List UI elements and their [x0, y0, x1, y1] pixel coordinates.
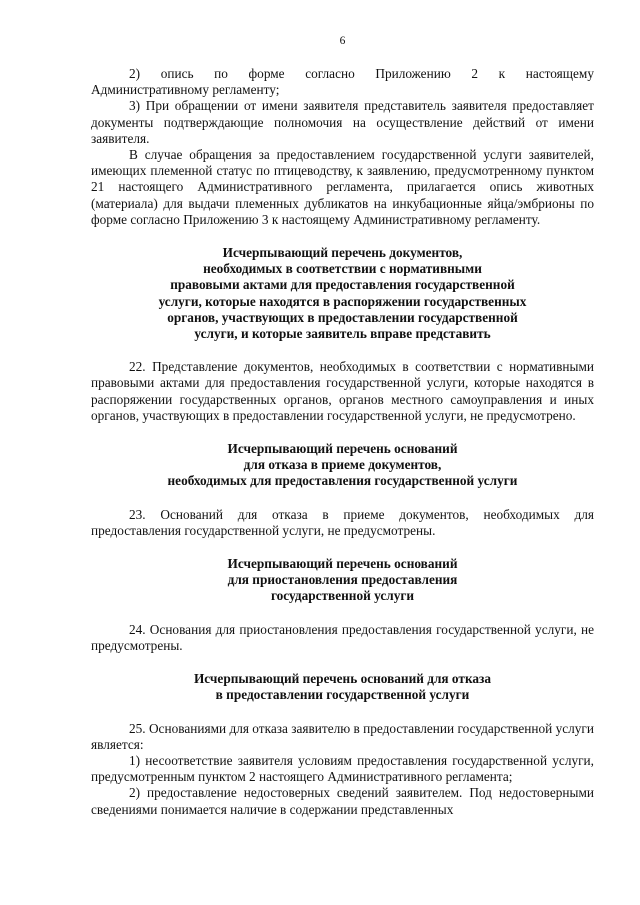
heading-line: правовыми актами для предоставления государственной	[170, 277, 515, 293]
heading-line: услуги, которые находятся в распоряжении государственных	[158, 293, 527, 309]
document-page	[91, 0, 594, 905]
heading-documents-by-right	[91, 245, 594, 342]
paragraph-23: 23. Оснований для отказа в приеме документов, необходимых для предоставления государственной услуги, не предусмотрены.	[91, 506, 594, 538]
heading-line: услуги, и которые заявитель вправе представить	[194, 326, 491, 342]
paragraph-25-item-1: 1) несоответствие заявителя условиям предоставления государственной услуги, предусмотренным пунктом 2 настоящего Административного регламента;	[91, 752, 594, 785]
heading-line: для приостановления предоставления	[227, 572, 458, 588]
heading-line: Исчерпывающий перечень оснований для отказа	[193, 671, 492, 687]
heading-line: необходимых в соответствии с нормативными	[203, 261, 482, 277]
paragraph-25: 25. Основаниями для отказа заявителю в предоставлении государственной услуги является:	[91, 720, 594, 752]
heading-line: Исчерпывающий перечень документов,	[222, 245, 463, 261]
heading-line: для отказа в приеме документов,	[243, 457, 442, 473]
paragraph-24: 24. Основания для приостановления предоставления государственной услуги, не предусмотрены.	[91, 621, 594, 653]
paragraph-22: 22. Представление документов, необходимых в соответствии с нормативными правовыми актами для предоставления государственной услуги, которые находятся в распоряжении государственных органов, органов местного самоуправления и иных органов, участвующих в предоставлении государственной услуги, не предусмотрено.	[91, 359, 594, 423]
heading-line: в предоставлении государственной услуги	[215, 687, 470, 703]
paragraph-poultry-applicants: В случае обращения за предоставлением государственной услуги заявителей, имеющих племенной статус по птицеводству, к заявлению, предусмотренному пунктом 21 настоящего Административного регламента, прилагается опись животных (материала) для выдачи племенных дубликатов на инкубационные яйца/эмбрионы по форме согласно Приложению 3 к настоящему Административному регламенту.	[91, 147, 594, 227]
document-body	[91, 66, 594, 818]
heading-line: необходимых для предоставления государственной услуги	[167, 473, 518, 489]
heading-refusal-of-documents	[91, 441, 594, 490]
heading-line: Исчерпывающий перечень оснований	[227, 441, 458, 457]
paragraph-25-item-2: 2) предоставление недостоверных сведений заявителем. Под недостоверными сведениями понимается наличие в содержании представленных	[91, 785, 594, 817]
heading-refusal-of-service	[91, 671, 594, 703]
paragraph-item-3-representative: 3) При обращении от имени заявителя представитель заявителя предоставляет документы подтверждающие полномочия на осуществление действий от имени заявителя.	[91, 98, 594, 146]
heading-suspension	[91, 556, 594, 605]
heading-line: Исчерпывающий перечень оснований	[227, 556, 458, 572]
heading-line: государственной услуги	[270, 588, 415, 604]
paragraph-item-2-inventory: 2) опись по форме согласно Приложению 2 к настоящему Административному регламенту;	[91, 66, 594, 98]
heading-line: органов, участвующих в предоставлении государственной	[167, 309, 518, 325]
page-number: 6	[339, 35, 346, 47]
